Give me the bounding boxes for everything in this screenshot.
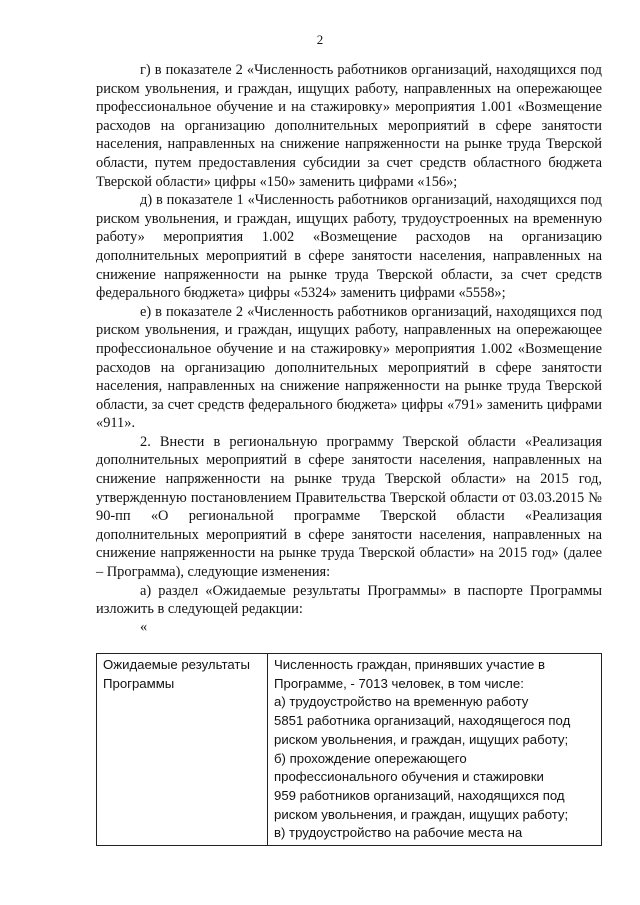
table-line: в) трудоустройство на рабочие места на [274, 825, 523, 841]
table-line: б) прохождение опережающего [274, 750, 467, 766]
paragraph-g: г) в показателе 2 «Численность работников организаций, находящихся под риском увольнения, и граждан, ищущих работу, направленных на опережающее профессиональное обучение и на стажировку» мероприятия 1.001 «Возмещение расходов на организацию дополнительных мероприятий в сфере занятости населения, направленных на снижение напряженности на рынке труда Тверской области, путем предоставления субсидии за счет средств областного бюджета Тверской области» цифры «150» заменить цифрами «156»; [96, 62, 602, 190]
expected-results-table [96, 653, 602, 846]
paragraph-item-2: 2. Внести в региональную программу Тверской области «Реализация дополнительных мероприятий в сфере занятости населения, направленных на снижение напряженности на рынке труда Тверской области» на 2015 год, утвержденную постановлением Правительства Тверской области от 03.03.2015 № 90-пп «О региональной программе Тверской области «Реализация дополнительных мероприятий в сфере занятости населения, направленных на снижение напряженности на рынке труда Тверской области» на 2015 год» (далее – Программа), следующие изменения: [96, 433, 602, 581]
document-body [96, 61, 602, 635]
table-row [97, 654, 602, 846]
table-line: профессионального обучения и стажировки [274, 769, 544, 785]
table-line: 5851 работника организаций, находящегося под [274, 713, 571, 729]
table-line: риском увольнения, и граждан, ищущих работу; [274, 806, 569, 822]
table-line: Численность граждан, принявших участие в [274, 657, 546, 672]
paragraph-d: д) в показателе 1 «Численность работников организаций, находящихся под риском увольнения, и граждан, ищущих работу, трудоустроенных на временную работу» мероприятия 1.002 «Возмещение расходов на организацию дополнительных мероприятий в сфере занятости населения, направленных на снижение напряженности на рынке труда Тверской области, за счет средств федерального бюджета» цифры «5324» заменить цифрами «5558»; [96, 192, 602, 302]
opening-quote: « [140, 618, 148, 635]
table-line: Программе, - 7013 человек, в том числе: [274, 675, 524, 691]
page-number: 2 [316, 32, 324, 47]
table-label-cell: Ожидаемые результаты Программы [97, 654, 268, 846]
table-line: 959 работников организаций, находящихся под [274, 787, 565, 803]
table-line: риском увольнения, и граждан, ищущих работу; [274, 731, 569, 747]
table-value-cell [268, 654, 602, 846]
paragraph-a: а) раздел «Ожидаемые результаты Программы» в паспорте Программы изложить в следующей редакции: [96, 582, 602, 618]
paragraph-e: е) в показателе 2 «Численность работников организаций, находящихся под риском увольнения, и граждан, ищущих работу, направленных на опережающее профессиональное обучение и на стажировку» мероприятия 1.002 «Возмещение расходов на организацию дополнительных мероприятий в сфере занятости населения, направленных на снижение напряженности на рынке труда Тверской области, за счет средств федерального бюджета» цифры «791» заменить цифрами «911». [96, 303, 602, 432]
table-line: а) трудоустройство на временную работу [274, 694, 529, 710]
